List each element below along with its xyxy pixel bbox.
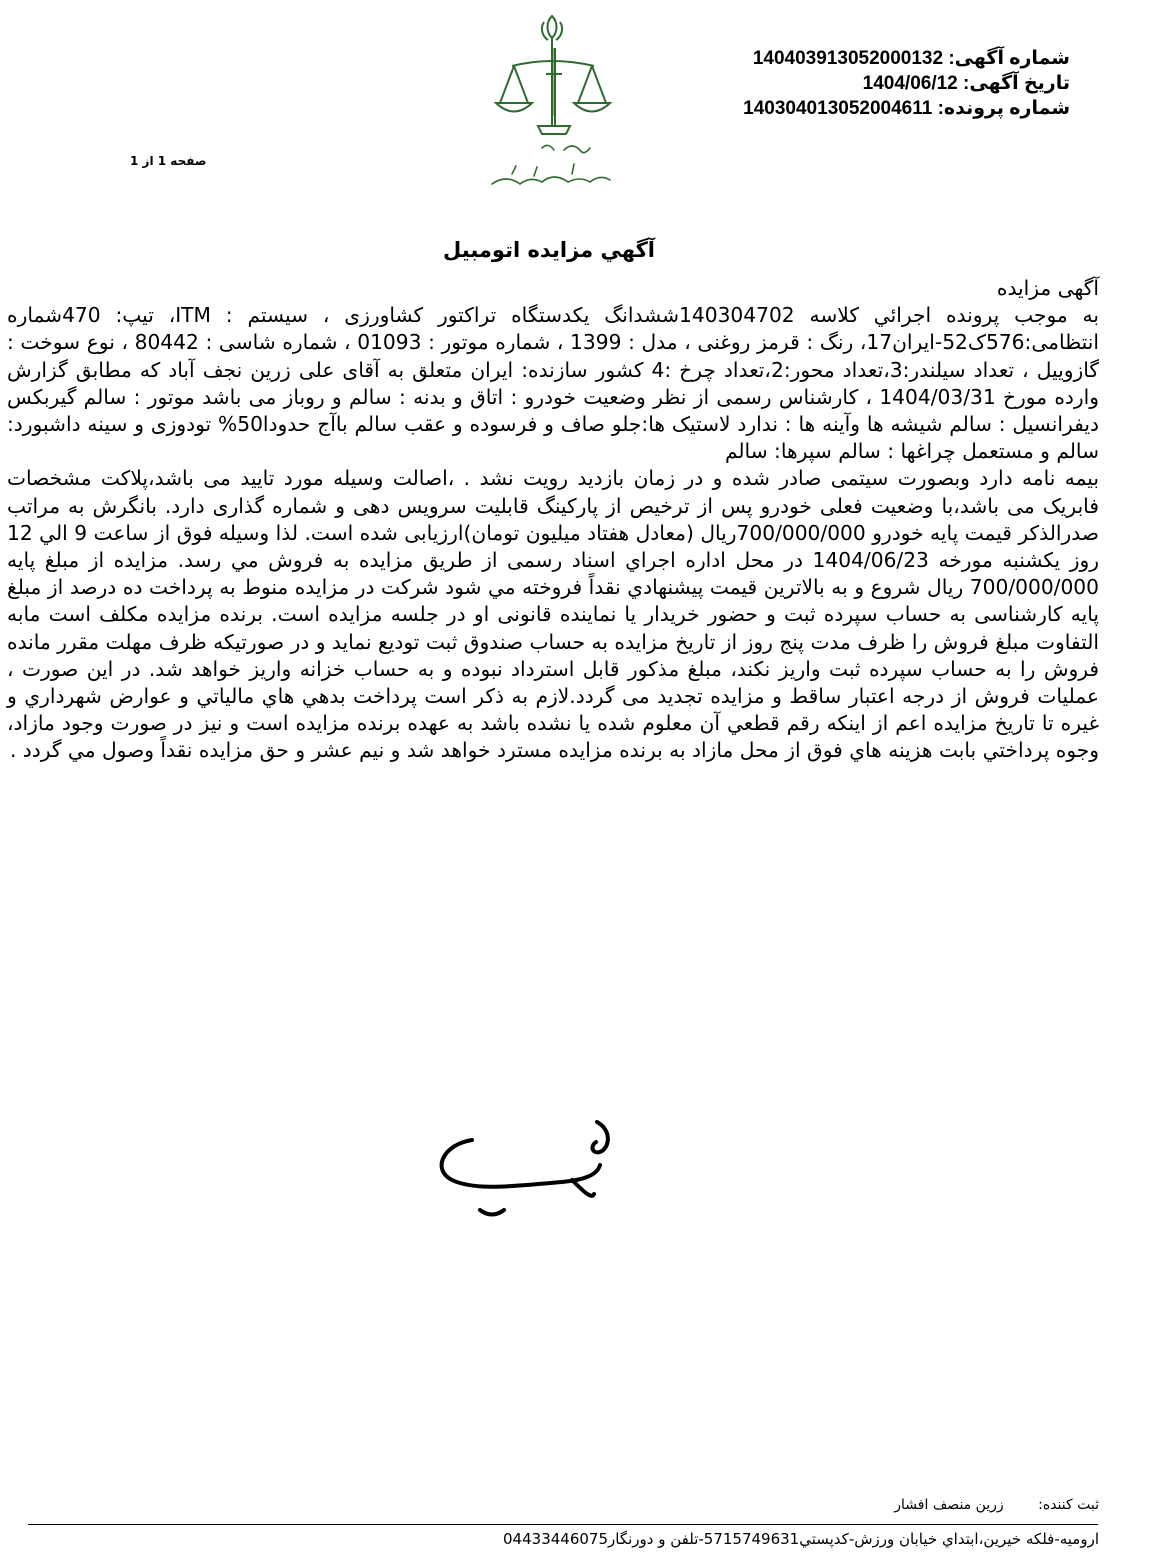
case-number-label: شماره پرونده: bbox=[937, 98, 1070, 119]
registrar-line bbox=[894, 1497, 1099, 1513]
handwritten-signature bbox=[432, 1110, 632, 1230]
notice-metadata bbox=[650, 46, 1070, 121]
notice-date-row bbox=[650, 71, 1070, 96]
notice-date: 1404/06/12 bbox=[862, 73, 958, 94]
auction-terms-paragraph: بیمه نامه دارد وبصورت سیتمی صادر شده و در زمان بازدید رویت نشد . ،اصالت وسیله مورد تایید می باشد،پلاکت مشخصات فابریک می باشد،با وضعیت فعلی خودرو پس از ترخیص از پارکینگ قابلیت سرویس دهی و شماره گذاری دارد. بانگرش به مراتب صدرالذکر قیمت پایه خودرو 700/000/000ریال (معادل هفتاد میلیون تومان)ارزیابی شده است. لذا وسيله فوق از ساعت 9 الي 12 روز یکشنبه مورخه 1404/06/23 در محل اداره اجراي اسناد رسمی از طريق مزايده به فروش مي رسد. مزايده از مبلغ پايه 700/000/000 ريال شروع و به بالاترين قيمت پيشنهادي نقداً فروخته مي شود شرکت در مزایده منوط به پرداخت ده درصد از مبلغ پایه کارشناسی به حساب سپرده ثبت و حضور خریدار یا نماینده قانونی او در جلسه مزایده است. برنده مزایده مکلف است مابه التفاوت مبلغ فروش را ظرف مدت پنج روز از تاریخ مزایده به حساب صندوق ثبت تودیع نماید و در صورتیکه ظرف مهلت مقرر مانده فروش را به حساب سپرده ثبت واریز نکند، مبلغ مذکور قابل استرداد نبوده و به حساب خزانه واریز خواهد شد. در این صورت ، عملیات فروش از درجه اعتبار ساقط و مزایده تجدید می گردد.لازم به ذکر است پرداخت بدهي هاي مالياتي و عوارض شهرداري و غيره تا تاريخ مزايده اعم از اينكه رقم قطعي آن معلوم شده يا نشده باشد به عهده برنده مزايده است و نيز در صورت وجود مازاد، وجوه پرداختي بابت هزينه هاي فوق از محل مازاد به برنده مزايده مسترد خواهد شد و نيم عشر و حق مزايده نقداً وصول مي گردد . bbox=[7, 466, 1099, 763]
case-number-row bbox=[650, 96, 1070, 121]
case-number: 140304013052004611 bbox=[743, 98, 933, 119]
registrar-name: زرین منصف افشار bbox=[894, 1497, 1004, 1513]
notice-number-row bbox=[650, 46, 1070, 71]
footer-divider bbox=[28, 1524, 1098, 1525]
notice-number: 140403913052000132 bbox=[752, 48, 944, 69]
registrar-label: ثبت کننده: bbox=[1038, 1497, 1099, 1513]
page-indicator: صفحه 1 از 1 bbox=[130, 154, 207, 168]
notice-heading-paragraph: آگهی مزایده bbox=[996, 276, 1099, 300]
notice-number-label: شماره آگهی: bbox=[948, 48, 1070, 69]
notice-date-label: تاریخ آگهی: bbox=[963, 73, 1070, 94]
document-body bbox=[7, 275, 1099, 765]
footer-address: ارومیه-فلکه خیرین،ابتداي خيابان ورزش-کدپستي5715749631-تلفن و دورنگار04433446075 bbox=[503, 1530, 1099, 1548]
judiciary-emblem bbox=[472, 8, 632, 198]
scales-of-justice-icon bbox=[472, 8, 632, 198]
document-title: آگهي مزايده اتومبيل bbox=[443, 238, 655, 262]
signature-icon bbox=[432, 1110, 632, 1230]
vehicle-details-paragraph: به موجب پرونده اجرائي كلاسه 140304702ششدانگ یکدستگاه تراکتور کشاورزی ، سیستم : ITM، تیپ: 470شماره انتظامی:576ک52-ایران17، رنگ : قرمز روغنی ، مدل : 1399 ، شماره موتور : 01093 ، شماره شاسی : 80442 ، نوع سوخت : گازوییل ، تعداد سیلندر:3،تعداد محور:2،تعداد چرخ :4 کشور سازنده: ایران متعلق به آقای علی زرین نجف آباد که مطابق گزارش وارده مورخ 1404/03/31 ، کارشناس رسمی از نظر وضعیت خودرو : اتاق و بدنه : سالم و روباز می باشد موتور : سالم گیربکس دیفرانسیل : سالم شیشه ها وآینه ها : ندارد لاستیک ها:جلو صاف و فرسوده و عقب سالم باآج حدودا50% تودوزی و سینه داشبورد: سالم و مستعمل چراغها : سالم سپرها: سالم bbox=[7, 303, 1100, 464]
